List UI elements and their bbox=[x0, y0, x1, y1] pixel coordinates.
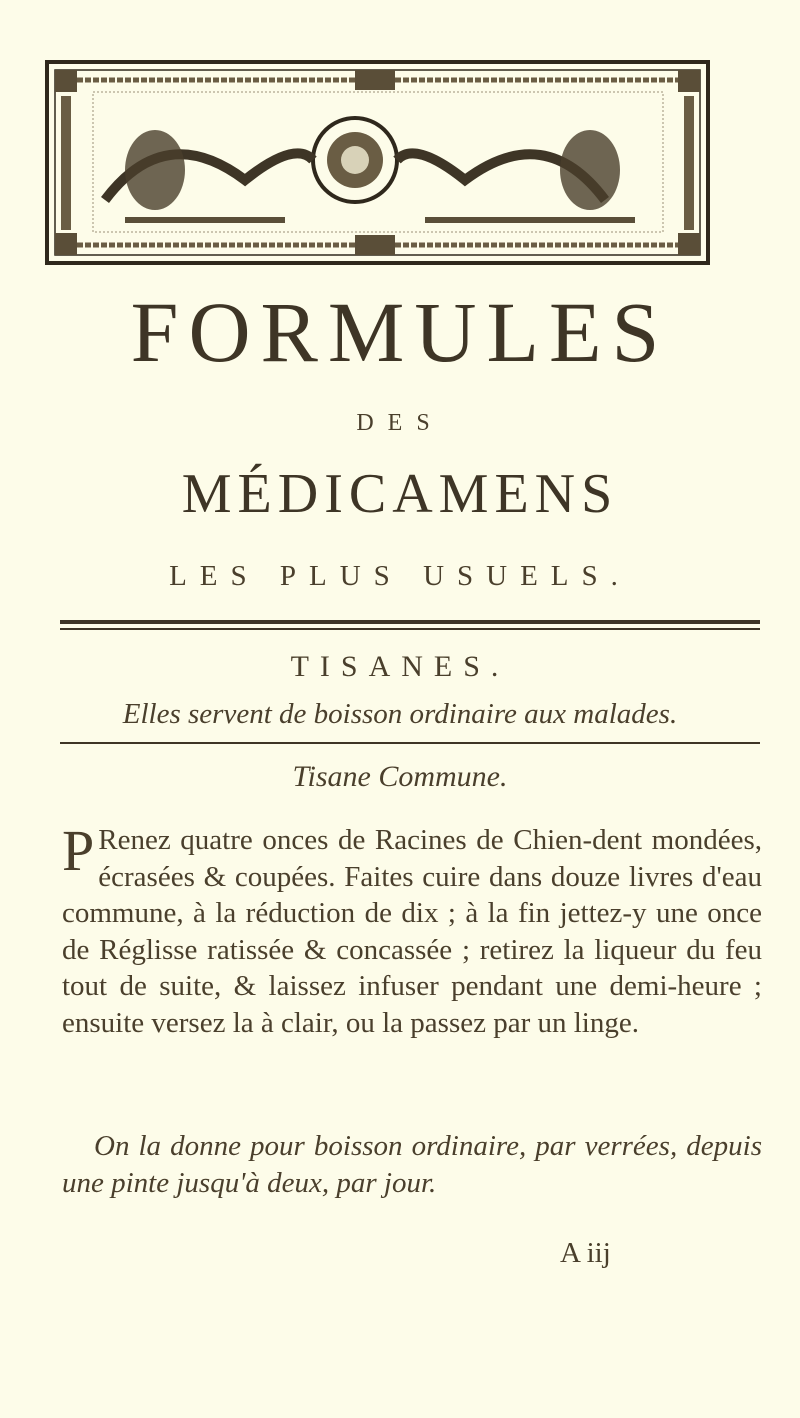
double-rule-top bbox=[60, 620, 760, 624]
book-title: FORMULES bbox=[130, 284, 670, 380]
ornamental-headpiece bbox=[45, 60, 710, 265]
section-subtitle: Elles servent de boisson ordinaire aux malades. bbox=[122, 698, 678, 730]
title-les-plus-usuels: LES PLUS USUELS. bbox=[169, 560, 631, 592]
recipe-note-text: On la donne pour boisson ordinaire, par verrées, depuis une pinte jusqu'à deux, par jour. bbox=[62, 1130, 762, 1199]
title-medicamens: MÉDICAMENS bbox=[181, 463, 619, 525]
section-rule bbox=[60, 742, 760, 744]
recipe-paragraph bbox=[62, 818, 762, 1042]
recipe-body: Renez quatre onces de Racines de Chien-dent mondées, écrasées & coupées. Faites cuire dans douze livres d'eau commune, à la réduction de dix ; à la fin jettez-y une once de Réglisse ratissée & concassée ; retirez la liqueur du feu tout de suite, & laissez infuser pendant une demi-heure ; ensuite versez la à clair, ou la passez par un linge. bbox=[62, 824, 762, 1039]
double-rule-bottom bbox=[60, 628, 760, 630]
section-heading: TISANES. bbox=[290, 650, 510, 683]
drop-cap: P bbox=[62, 818, 95, 883]
page-signature: A iij bbox=[560, 1237, 611, 1269]
recipe-title: Tisane Commune. bbox=[292, 760, 508, 793]
title-des: DES bbox=[356, 410, 444, 436]
recipe-note bbox=[62, 1128, 762, 1201]
